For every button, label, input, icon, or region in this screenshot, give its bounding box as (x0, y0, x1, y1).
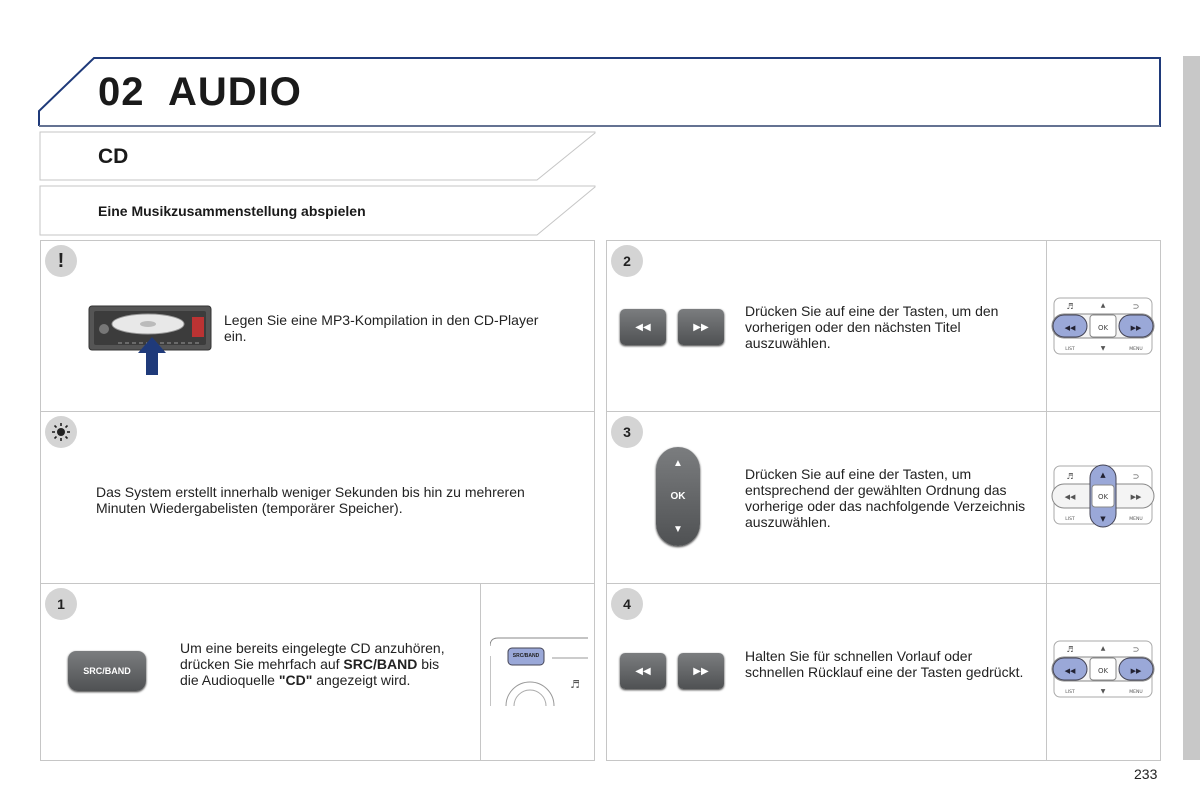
svg-text:▼: ▼ (1100, 688, 1106, 695)
svg-text:▼: ▼ (1100, 345, 1106, 352)
step1-text-e: angezeigt wird. (312, 672, 411, 688)
warning-text: Legen Sie eine MP3-Kompilation in den CD-Player ein. (224, 312, 539, 344)
dashboard-src-label: SRC/BAND (512, 653, 540, 659)
rewind-button-icon: ◀◀ (620, 653, 666, 689)
svg-text:LIST: LIST (1065, 517, 1075, 522)
svg-text:♬: ♬ (570, 678, 580, 691)
chapter-number: 02 (98, 70, 145, 114)
dashboard-src-illustration (490, 636, 588, 706)
page-number: 233 (1134, 766, 1158, 782)
cd-player-illustration (88, 305, 214, 377)
svg-text:▲: ▲ (1100, 645, 1106, 652)
svg-text:♬: ♬ (1066, 472, 1074, 481)
step1-text-c: bis die Audioquelle (180, 656, 440, 688)
src-band-button-icon: SRC/BAND (68, 651, 146, 691)
svg-text:◀◀: ◀◀ (1064, 324, 1076, 332)
svg-text:▲: ▲ (1100, 302, 1106, 309)
svg-text:▶▶: ▶▶ (1130, 324, 1142, 332)
step1-text (180, 640, 460, 688)
steering-pad-illustration-4 (1050, 638, 1156, 700)
steering-pad-illustration-3 (1050, 463, 1156, 531)
forward-button-icon: ▶▶ (678, 309, 724, 345)
down-arrow-icon: ▼ (673, 524, 683, 535)
svg-text:▲: ▲ (1100, 471, 1106, 479)
svg-text:◀◀: ◀◀ (1064, 493, 1076, 501)
svg-text:♬: ♬ (1066, 645, 1074, 654)
svg-text:⊃: ⊃ (1132, 302, 1140, 311)
step3-text: Drücken Sie auf eine der Tasten, um entsprechend der gewählten Ordnung das vorherige oder das nachfolgende Verzeichnis auszuwählen. (745, 466, 1026, 530)
svg-text:OK: OK (1097, 493, 1109, 501)
svg-text:OK: OK (1097, 667, 1109, 675)
chapter-title: AUDIO (168, 70, 302, 114)
step3-badge: 3 (611, 416, 643, 448)
step1-text-d: "CD" (278, 672, 313, 688)
svg-text:◀◀: ◀◀ (1064, 667, 1076, 675)
svg-text:▼: ▼ (1100, 515, 1106, 523)
svg-text:LIST: LIST (1065, 347, 1075, 352)
up-arrow-icon: ▲ (673, 458, 683, 469)
tip-text: Das System erstellt innerhalb weniger Sekunden bis hin zu mehreren Minuten Wiedergabelisten (temporärer Speicher). (96, 484, 525, 516)
step2-badge: 2 (611, 245, 643, 277)
up-ok-down-buttons-icon (656, 447, 700, 546)
rewind-button-icon: ◀◀ (620, 309, 666, 345)
svg-text:LIST: LIST (1065, 690, 1075, 695)
step1-badge: 1 (45, 588, 77, 620)
svg-text:MENU: MENU (1129, 347, 1143, 352)
svg-text:MENU: MENU (1129, 690, 1143, 695)
warning-icon: ! (45, 245, 77, 277)
svg-text:⊃: ⊃ (1132, 472, 1140, 481)
step4-text: Halten Sie für schnellen Vorlauf oder schnellen Rücklauf eine der Tasten gedrückt. (745, 648, 1024, 680)
section-subtitle: Eine Musikzusammenstellung abspielen (98, 203, 366, 219)
svg-text:▶▶: ▶▶ (1130, 667, 1142, 675)
step1-text-b: SRC/BAND (343, 656, 418, 672)
steering-pad-illustration-2 (1050, 295, 1156, 357)
forward-button-icon: ▶▶ (678, 653, 724, 689)
ok-label: OK (670, 491, 686, 502)
step1-text-a: Um eine bereits eingelegte CD anzuhören, drücken Sie mehrfach auf (180, 640, 445, 672)
sun-icon (45, 416, 77, 448)
step2-text: Drücken Sie auf eine der Tasten, um den vorherigen oder den nächsten Titel auszuwählen. (745, 303, 999, 351)
svg-text:▶▶: ▶▶ (1130, 493, 1142, 501)
svg-text:♬: ♬ (1066, 302, 1074, 311)
svg-text:MENU: MENU (1129, 517, 1143, 522)
side-tab-bar (1183, 56, 1200, 760)
section-title: CD (98, 145, 129, 168)
step4-badge: 4 (611, 588, 643, 620)
svg-text:OK: OK (1097, 324, 1109, 332)
svg-text:⊃: ⊃ (1132, 645, 1140, 654)
